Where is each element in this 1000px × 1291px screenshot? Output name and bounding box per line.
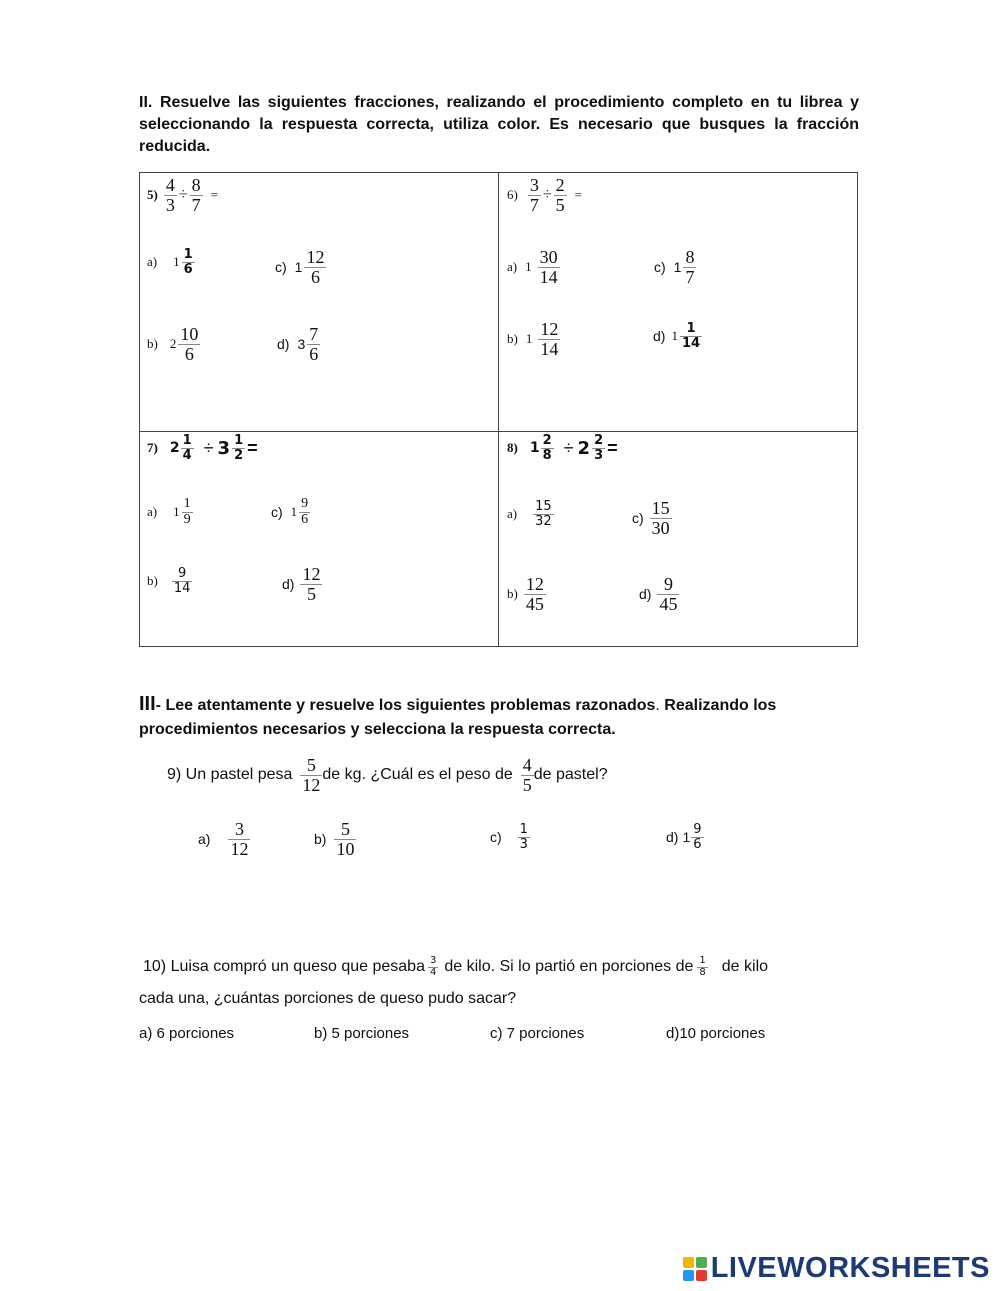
section-3-instructions: III- Lee atentamente y resuelve los siguientes problemas razonados. Realizando los procedimientos necesarios y selecciona la respuesta correcta. [139, 693, 777, 738]
logo-blocks-icon [683, 1257, 707, 1281]
problem-9-option-a[interactable]: a) $\frac{3}{12}$ [198, 819, 249, 859]
problem-10-option-a[interactable]: a) 6 porciones [139, 1025, 235, 1042]
exercise-5-option-d[interactable]: d) 3 $\frac{7}{6}$ [277, 324, 319, 364]
exercise-8-question: 8) 1 $\frac{2}{8}$ ÷ 2 $\frac{2}{3}$ = [507, 433, 618, 463]
section-2-instructions: II. Resuelve las siguientes fracciones, realizando el procedimiento completo en tu librea y seleccionando la respuesta correcta, utiliza color. Es necesario que busques la fracción reducida. [139, 94, 859, 155]
grid-divider-horizontal [139, 431, 858, 432]
fraction: $\frac{4}{3}$ [165, 175, 175, 215]
liveworksheets-logo[interactable] [683, 1252, 990, 1285]
exercise-7-question: 7) 2 $\frac{1}{4}$ ÷ 3 $\frac{1}{2}$ = [147, 433, 258, 463]
problem-10-option-c[interactable]: c) 7 porciones [490, 1025, 585, 1042]
problem-9-text: 9) Un pastel pesa $\frac{5}{12}$ de kg. ¿Cuál es el peso de $\frac{4}{5}$ de pastel? [167, 755, 608, 795]
logo-text: LIVEWORKSHEETS [710, 1252, 990, 1284]
exercise-8-option-a[interactable]: a) $\frac{15}{32}$ [507, 499, 552, 529]
exercise-7-option-b[interactable]: b) $\frac{9}{14}$ [147, 566, 191, 596]
exercise-8-option-b[interactable]: b) $\frac{12}{45}$ [507, 574, 544, 614]
exercise-7-option-d[interactable]: d) $\frac{12}{5}$ [282, 564, 321, 604]
exercise-6-option-b[interactable]: b) 1 $\frac{12}{14}$ [507, 319, 559, 359]
problem-9-option-d[interactable]: d) 1 $\frac{9}{6}$ [666, 822, 702, 852]
exercise-6-option-c[interactable]: c) 1 $\frac{8}{7}$ [654, 247, 695, 287]
exercise-7-option-c[interactable]: c) 1 $\frac{9}{6}$ [271, 496, 309, 527]
exercise-6-option-a[interactable]: a) 1 $\frac{30}{14}$ [507, 247, 558, 287]
exercise-6-option-d[interactable]: d) 1 $\frac{1}{14}$ [653, 321, 701, 351]
exercise-8-option-c[interactable]: c) $\frac{15}{30}$ [632, 498, 670, 538]
problem-9-option-b[interactable]: b) $\frac{5}{10}$ [314, 819, 355, 859]
problem-10-option-d[interactable]: d)10 porciones [666, 1025, 766, 1042]
exercise-5-option-b[interactable]: b) 2 $\frac{10}{6}$ [147, 324, 199, 364]
problem-10-text: 10) Luisa compró un queso que pesaba $\frac{3}{4}$ de kilo. Si lo partió en porciones de $\frac{1}{8}$ de kilo [143, 955, 769, 978]
exercise-7-option-a[interactable]: a) 1 $\frac{1}{9}$ [147, 496, 191, 527]
exercise-8-option-d[interactable]: d) $\frac{9}{45}$ [639, 574, 678, 614]
grid-divider-vertical [498, 172, 499, 647]
exercise-6-question: 6) $\frac{3}{7}$ ÷ $\frac{2}{5}$ = [507, 175, 582, 215]
exercise-5-option-c[interactable]: c) 1 $\frac{12}{6}$ [275, 247, 325, 287]
problem-10-text-line2: cada una, ¿cuántas porciones de queso pudo sacar? [139, 990, 517, 1007]
exercise-5-question: 5) $\frac{4}{3}$ ÷ $\frac{8}{7}$ = [147, 175, 218, 215]
problem-9-option-c[interactable]: c) $\frac{1}{3}$ [490, 822, 528, 852]
fraction: $\frac{8}{7}$ [191, 175, 201, 215]
exercise-5-option-a[interactable]: a) 1 $\frac{1}{6}$ [147, 247, 193, 277]
problem-10-option-b[interactable]: b) 5 porciones [314, 1025, 410, 1042]
